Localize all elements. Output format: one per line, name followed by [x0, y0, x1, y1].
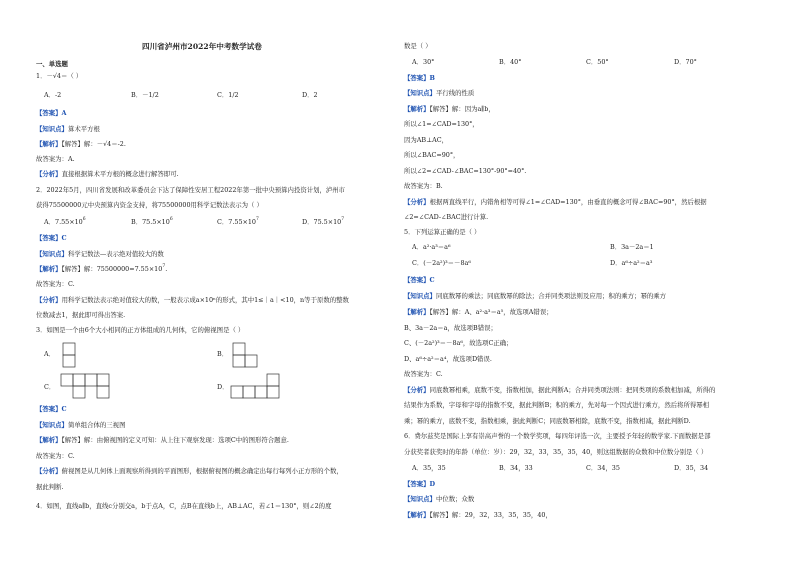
- q5-solution-line2: B、3a－2a＝a，故选项B错误；: [404, 324, 497, 332]
- q3-solution: 【解答】解：由俯视图的定义可知：从上往下观察发现：选项C中的图形符合题意.: [61, 436, 289, 444]
- q6-option-d: D．35，34: [674, 464, 709, 472]
- q4-solution-line2: 所以∠1=∠CAD=130°，: [404, 120, 479, 128]
- q1-option-d: D．2: [302, 91, 318, 99]
- q3-fx-tag: 【分析】: [36, 467, 62, 475]
- q4-solution-line5: 所以∠2=∠CAD-∠BAC=130°-90°=40°.: [404, 167, 527, 175]
- q4-stem: 4．如图，直线a∥b，直线c分别交a，b于点A，C，点B在直线b上，AB⊥AC，若∠1＝130°，则∠2的度: [36, 502, 332, 510]
- q4-knowledge-point: 平行线的性质: [435, 89, 475, 97]
- q2-knowledge-point: 科学记数法—表示绝对值较大的数: [67, 250, 164, 258]
- q5-kp-tag: 【知识点】: [404, 292, 436, 300]
- q4-option-a: A．30°: [412, 58, 435, 66]
- q6-option-c: C．34，35: [586, 464, 620, 472]
- q3-option-c-label: C．: [44, 383, 56, 391]
- q5-jx-tag: 【解析】: [404, 308, 430, 316]
- q5-knowledge-point: 同底数幂的乘法；同底数幂的除法；合并同类项法则及应用；积的乘方；幂的乘方: [435, 292, 667, 300]
- q6-option-a: A．35，35: [412, 464, 446, 472]
- q3-option-d-label: D．: [217, 383, 229, 391]
- q2-analysis-line1: 用科学记数法表示绝对值较大的数，一般表示成a×10ⁿ的形式，其中1≤｜a｜<10，n等于原数的整数: [61, 296, 349, 304]
- q4-solution: 【解答】解：因为a∥b，: [429, 105, 495, 113]
- q1-option-a: A．-2: [44, 91, 62, 99]
- q2-stem-line2: 获得75500000元中央预算内资金支持，将75500000用科学记数法表示为（ ）: [36, 201, 263, 209]
- q3-option-b-figure: [230, 342, 260, 370]
- q2-option-d: D．$75.5\times 10^7$: [302, 217, 345, 226]
- q2-analysis-line2: 位数减去1，据此即可得出答案.: [36, 311, 126, 319]
- q5-analysis-line2: 结果作为系数，字母和字母的指数不变，据此判断B；积的乘方，先对每一个因式进行乘方，然后将所得幂相: [404, 401, 710, 409]
- q4-jx-tag: 【解析】: [404, 105, 430, 113]
- q6-stem-line1: 6．费尔兹奖是国际上享有崇高声誉的一个数学奖项，每四年评选一次，主要授予年轻的数学家.下面数据是部: [404, 432, 711, 440]
- q5-solution-line4: D、a⁶÷a²＝a⁴，故选项D错误.: [404, 355, 492, 363]
- q5-answer: 【答案】C: [404, 276, 435, 284]
- q2-fx-tag: 【分析】: [36, 296, 62, 304]
- q2-conclusion: 故答案为：C.: [36, 280, 75, 288]
- q6-option-b: B．34，33: [499, 464, 533, 472]
- q5-option-c: C．(－2a²)³＝－8a⁶: [412, 259, 471, 267]
- q1-option-c: C．1/2: [217, 91, 239, 99]
- q3-option-c-figure: [60, 373, 120, 401]
- q6-answer: 【答案】D: [404, 480, 436, 488]
- q5-solution-line3: C、(－2a²)³＝－8a⁶，故选项C正确；: [404, 339, 513, 347]
- q3-analysis-line2: 据此判断.: [36, 483, 64, 491]
- q3-stem: 3．如图是一个由6个大小相同的正方体组成的几何体，它的俯视图是（ ）: [36, 326, 245, 334]
- q1-stem: 1．－√4＝（ ）: [36, 72, 83, 80]
- q5-analysis-line1: 同底数幂相乘，底数不变，指数相加，据此判断A；合并同类项法则：把同类项的系数相加减，所得的: [429, 386, 716, 394]
- q1-analysis: 直接根据算术平方根的概念进行解答即可.: [61, 170, 179, 178]
- q5-fx-tag: 【分析】: [404, 386, 430, 394]
- q2-option-b: B．$75.5\times 10^6$: [131, 217, 173, 226]
- q2-option-c: C．$7.55\times 10^7$: [217, 217, 259, 226]
- q1-knowledge-point: 算术平方根: [67, 125, 100, 133]
- q5-analysis-line3: 乘；幂的乘方，底数不变，指数相乘，据此判断C；同底数幂相除，底数不变，指数相减，据此判断D.: [404, 417, 691, 425]
- q1-kp-tag: 【知识点】: [36, 125, 68, 133]
- q2-jx-tag: 【解析】: [36, 265, 62, 273]
- q3-option-a-figure: [60, 342, 88, 370]
- q4-analysis-line1: 根据两直线平行，内错角相等可得∠1=∠CAD=130°，由垂直的概念可得∠BAC=90°，然后根据: [429, 198, 707, 206]
- q2-option-a: A．$7.55\times 10^6$: [44, 217, 86, 226]
- q4-fx-tag: 【分析】: [404, 198, 430, 206]
- q6-solution: 【解答】解：29，32，33，35，35，40，: [429, 511, 552, 519]
- q4-answer: 【答案】B: [404, 74, 435, 82]
- q4-option-b: B．40°: [499, 58, 522, 66]
- q3-option-a-label: A．: [44, 350, 56, 358]
- q5-conclusion: 故答案为：C.: [404, 370, 443, 378]
- q6-stem-line2: 分获奖者获奖时的年龄（单位：岁）：29，32，33，35，35，40，则这组数据的众数和中位数分别是（ ）: [404, 448, 708, 456]
- q4-conclusion: 故答案为：B.: [404, 182, 443, 190]
- q3-jx-tag: 【解析】: [36, 436, 62, 444]
- q1-answer: 【答案】A: [36, 109, 67, 117]
- q6-jx-tag: 【解析】: [404, 511, 430, 519]
- q5-stem: 5．下列运算正确的是（ ）: [404, 228, 481, 236]
- q5-option-a: A．a²·a³＝a⁶: [412, 243, 451, 251]
- q3-knowledge-point: 简单组合体的三视图: [67, 421, 126, 429]
- q4-analysis-line2: ∠2=∠CAD-∠BAC进行计算.: [404, 213, 489, 221]
- q3-option-b-label: B．: [217, 350, 229, 358]
- q5-option-d: D．a⁶÷a²＝a³: [610, 259, 653, 267]
- q3-option-d-figure: [230, 373, 290, 401]
- q1-jx-tag: 【解析】: [36, 140, 62, 148]
- q3-answer: 【答案】C: [36, 405, 67, 413]
- q5-option-b: B．3a－2a＝1: [610, 243, 654, 251]
- q6-kp-tag: 【知识点】: [404, 495, 436, 503]
- q5-solution: 【解答】解：A、a²·a³＝a⁵，故选项A错误；: [429, 308, 553, 316]
- q3-kp-tag: 【知识点】: [36, 421, 68, 429]
- q2-kp-tag: 【知识点】: [36, 250, 68, 258]
- q1-conclusion: 故答案为：A.: [36, 155, 75, 163]
- q2-solution: 【解答】解：75500000=7.55×10: [61, 265, 163, 273]
- section-heading: 一、单选题: [36, 60, 68, 68]
- q4-option-d: D．70°: [674, 58, 697, 66]
- q4-kp-tag: 【知识点】: [404, 89, 436, 97]
- document-page: 四川省泸州市2022年中考数学试卷 一、单选题 1．－√4＝（ ） A．-2 B．－1/2 C．1/2 D．2 【答案】A 【知识点】算术平方根 【解析】【解答】解：－√4＝-2. 故答案为：A. 【分析】直接根据算术平方根的概念进行解答即可. 2．2022年5月，四川省发展和改革委员会下达了保障性安居工程2022年第一批中央预算内投资计划，泸州市 获得75500000元中央预算内资金支持，将75500000用科学记数法表示为（ ） A．$7.55\times 10^6$ B．$75.5\times 10^6$ C．$7.55\times 10^7$ D．$75.5\times 10^7$ 【答案】C 【知识点】科学记数法—表示绝对值较大的数 【解析】【解答】解：$75500000=7.55\times 10^7$. 故答案为：C. 【分析】用科学记数法表示绝对值较大的数，一般表示成a×10ⁿ的形式，其中1≤｜a｜<10，n等于原数的整数 位数减去1，据此即可得出答案. 3．如图是一个由6个大小相同的正方体组成的几何体，它的俯视图是（ ） A． B． C． D． 【答案】C 【知识点】简单组合体的三视图 【解析】【解答】解：由俯视图的定义可知：从上往下观察发现：选项C中的图形符合题意. 故答案为：C. 【分析】俯视图是从几何体上面观察所得到的平面图形，根据俯视图的概念确定出每行每列小正方形的个数， 据此判断. 4．如图，直线a∥b，直线c分别交a，b于点A，C，点B在直线b上，AB⊥AC，若∠1＝130°，则∠2的度 数是（ ） A．30° B．40° C．50° D．70° 【答案】B 【知识点】平行线的性质 【解析】【解答】解：因为a∥b， 所以∠1=∠CAD=130°， 因为AB⊥AC， 所以∠BAC=90°， 所以∠2=∠CAD-∠BAC=130°-90°=40°. 故答案为：B. 【分析】根据两直线平行，内错角相等可得∠1=∠CAD=130°，由垂直的概念可得∠BAC=90°，然后根据 ∠2=∠CAD-∠BAC进行计算. 5．下列运算正确的是（ ） A．a²·a³＝a⁶ B．3a－2a＝1 C．(－2a²)³＝－8a⁶ D．a⁶÷a²＝a³ 【答案】C 【知识点】同底数幂的乘法；同底数幂的除法；合并同类项法则及应用；积的乘方；幂的乘方 【解析】【解答】解：A、a²·a³＝a⁵，故选项A错误； B、3a－2a＝a，故选项B错误； C、(－2a²)³＝－8a⁶，故选项C正确； D、a⁶÷a²＝a⁴，故选项D错误. 故答案为：C. 【分析】同底数幂相乘，底数不变，指数相加，据此判断A；合并同类项法则：把同类项的系数相加减，所得的 结果作为系数，字母和字母的指数不变，据此判断B；积的乘方，先对每一个因式进行乘方，然后将所得幂相 乘；幂的乘方，底数不变，指数相乘，据此判断C；同底数幂相除，底数不变，指数相减，据此判断D. 6．费尔兹奖是国际上享有崇高声誉的一个数学奖项，每四年评选一次，主要授予年轻的数学家.下面数据是部 分获奖者获奖时的年龄（单位：岁）：29，32，33，35，35，40，则这组数据的众数和中位数分别是（ ） A．35，35 B．34，33 C．34，35 D．35，34 【答案】D 【知识点】中位数；众数 【解析】【解答】解：29，32，33，35，35，40，: [36, 42, 716, 519]
- q4-stem-continued: 数是（ ）: [404, 42, 432, 50]
- q3-analysis-line1: 俯视图是从几何体上面观察所得到的平面图形，根据俯视图的概念确定出每行每列小正方形的个数，: [61, 467, 343, 475]
- q6-knowledge-point: 中位数；众数: [435, 495, 475, 503]
- q4-solution-line3: 因为AB⊥AC，: [404, 136, 448, 144]
- q1-option-b: B．－1/2: [131, 91, 159, 99]
- q1-solution: 【解答】解：－√4＝-2.: [61, 140, 126, 148]
- page-title: 四川省泸州市2022年中考数学试卷: [142, 42, 262, 51]
- q4-solution-line4: 所以∠BAC=90°，: [404, 151, 460, 159]
- q2-stem-line1: 2．2022年5月，四川省发展和改革委员会下达了保障性安居工程2022年第一批中央预算内投资计划，泸州市: [36, 186, 346, 194]
- q1-fx-tag: 【分析】: [36, 170, 62, 178]
- q3-conclusion: 故答案为：C.: [36, 452, 75, 460]
- q2-answer: 【答案】C: [36, 234, 67, 242]
- q4-option-c: C．50°: [586, 58, 609, 66]
